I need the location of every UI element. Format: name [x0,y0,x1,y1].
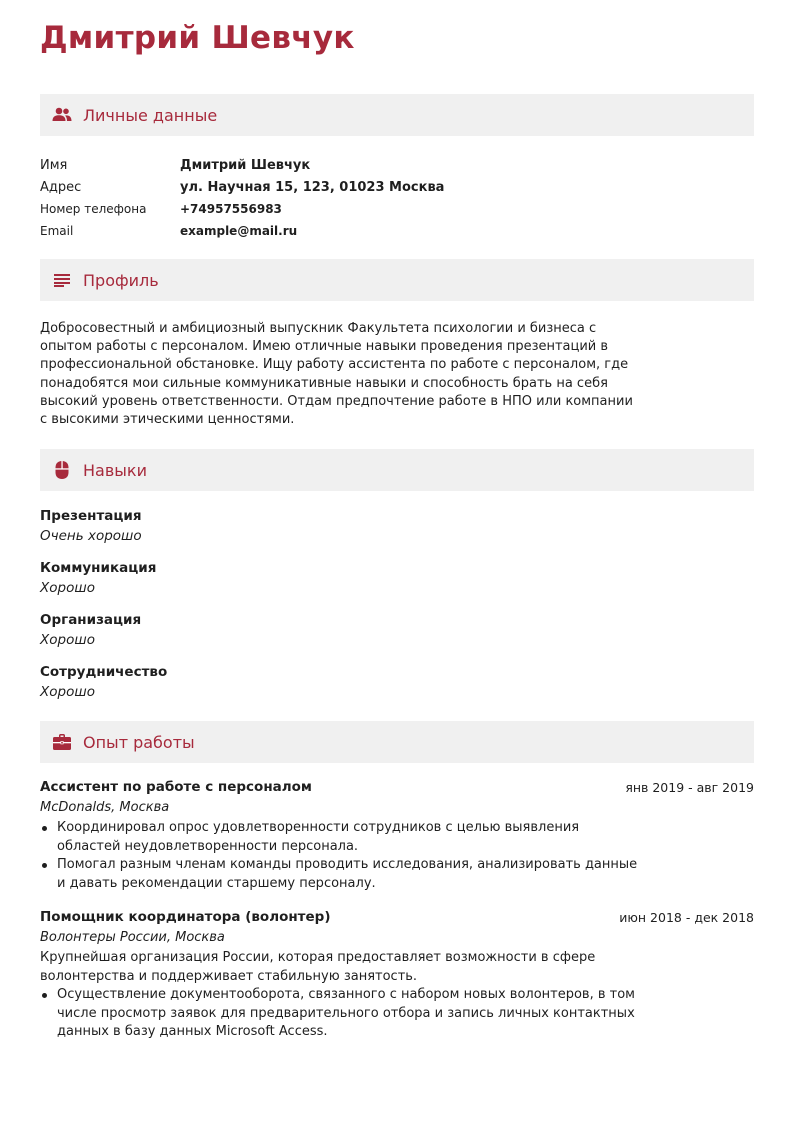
job-entry [40,778,754,893]
skill-level: Хорошо [40,580,95,596]
skill-name: Презентация [40,508,142,524]
personal-value: ул. Научная 15, 123, 01023 Москва [180,179,445,195]
briefcase-icon [52,732,72,752]
skill-name: Коммуникация [40,560,157,576]
personal-label: Адрес [40,179,82,195]
skill-name: Организация [40,612,142,628]
resume-name: Дмитрий Шевчук [40,20,355,56]
section-profile-title: Профиль [83,270,159,290]
personal-value: Дмитрий Шевчук [180,157,311,173]
skills-list [40,507,754,715]
text-lines-icon [52,270,72,290]
job-title: Помощник координатора (волонтер) [40,909,331,925]
skill-item [40,663,754,715]
section-experience-header [40,721,754,763]
section-experience-title: Опыт работы [83,732,195,752]
job-title: Ассистент по работе с персоналом [40,779,312,795]
skill-name: Сотрудничество [40,664,168,680]
people-icon [52,105,72,125]
skill-level: Хорошо [40,632,95,648]
job-bullets [40,986,640,1042]
personal-row-address [40,176,754,198]
skill-level: Очень хорошо [40,528,142,544]
personal-row-email [40,220,754,242]
job-organization: McDonalds, Москва [40,800,170,815]
job-organization: Волонтеры России, Москва [40,930,225,945]
job-bullet: Помогал разным членам команды проводить исследования, анализировать данные и давать рекомендации старшему персоналу. [40,856,640,893]
mouse-icon [52,460,72,480]
personal-row-name [40,154,754,176]
job-dates: янв 2019 - авг 2019 [625,780,754,795]
personal-value: +74957556983 [180,202,282,216]
skill-item [40,507,754,559]
skill-item [40,611,754,663]
profile-text: Добросовестный и амбициозный выпускник Факультета психологии и бизнеса с опытом работы с персоналом. Имею отличные навыки проведения презентаций в профессиональной обстановке. Ищу работу ассистента по работе с персоналом, где понадобятся мои сильные коммуникативные навыки и способность брать на себя высокий уровень ответственности. Отдам предпочтение работе в НПО или компании с высокими этическими ценностями. [40,321,633,428]
job-dates: июн 2018 - дек 2018 [619,910,754,925]
job-bullet: Осуществление документооборота, связанного с набором новых волонтеров, в том числе просмотр заявок для предварительного отбора и запись личных контактных данных в базу данных Microsoft Access. [40,986,640,1042]
personal-label: Email [40,224,74,238]
job-description: Крупнейшая организация России, которая предоставляет возможности в сфере волонтерства и поддерживает стабильную занятость. [40,950,596,984]
job-bullets [40,819,640,893]
personal-data-list [40,154,754,242]
personal-value: example@mail.ru [180,224,298,238]
section-personal-header [40,94,754,136]
job-entry [40,908,754,1042]
section-skills-header [40,449,754,491]
section-profile-header [40,259,754,301]
job-bullet: Координировал опрос удовлетворенности сотрудников с целью выявления областей неудовлетворенности персонала. [40,819,640,856]
personal-label: Имя [40,157,68,173]
personal-row-phone [40,198,754,220]
section-skills-title: Навыки [83,460,147,480]
skill-item [40,559,754,611]
skill-level: Хорошо [40,684,95,700]
section-personal-title: Личные данные [83,105,218,125]
personal-label: Номер телефона [40,202,147,216]
